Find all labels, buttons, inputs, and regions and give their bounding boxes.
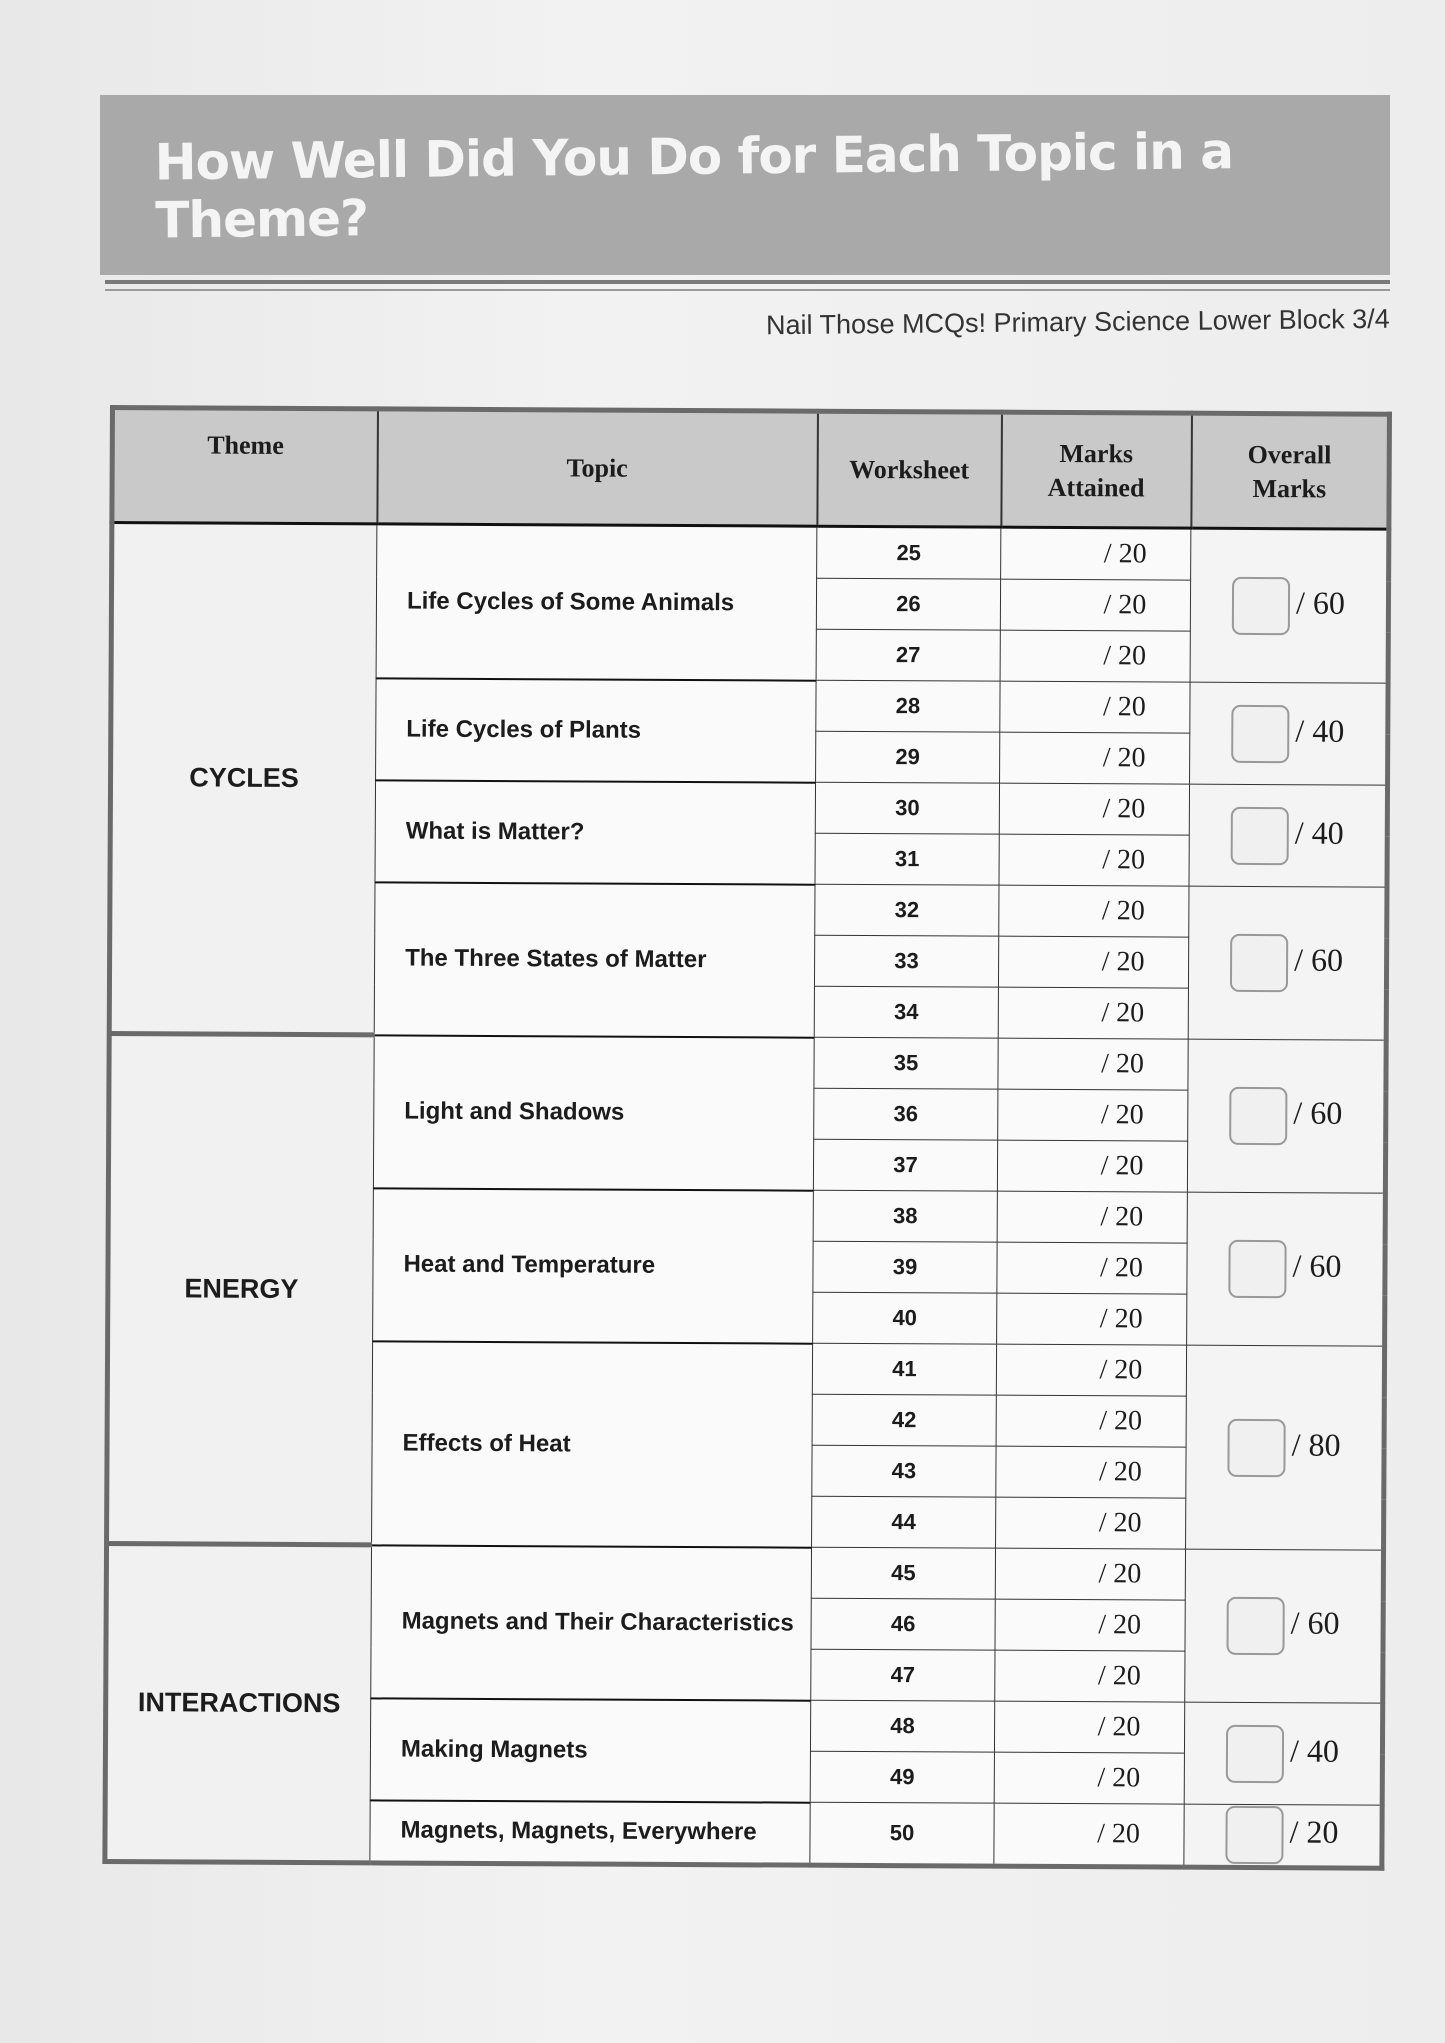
marks-attained-field[interactable]: / 20 — [996, 1446, 1186, 1498]
score-box[interactable] — [1226, 1724, 1284, 1782]
worksheet-number: 38 — [813, 1190, 997, 1242]
worksheet-number: 44 — [812, 1496, 996, 1548]
topic-cell: Effects of Heat — [372, 1341, 813, 1547]
marks-attained-field[interactable]: / 20 — [994, 1701, 1184, 1753]
marks-attained-field[interactable]: / 20 — [999, 783, 1189, 835]
marks-attained-field[interactable]: / 20 — [1000, 732, 1190, 784]
overall-total: / 80 — [1291, 1426, 1341, 1463]
worksheet-number: 46 — [811, 1598, 995, 1650]
marks-attained-field[interactable]: / 20 — [999, 834, 1189, 886]
marks-attained-field[interactable]: / 20 — [995, 1650, 1185, 1702]
marks-attained-field[interactable]: / 20 — [998, 987, 1188, 1039]
overall-total: / 40 — [1294, 814, 1344, 851]
score-box[interactable] — [1228, 1240, 1286, 1298]
marks-attained-field[interactable]: / 20 — [996, 1395, 1186, 1447]
marks-attained-field[interactable]: / 20 — [998, 936, 1188, 988]
header-worksheet: Worksheet — [817, 411, 1002, 527]
topic-cell: Life Cycles of Plants — [376, 678, 817, 782]
worksheet-number: 31 — [815, 833, 999, 885]
overall-total: / 60 — [1293, 1094, 1343, 1131]
header-marks-attained: Marks Attained — [1001, 412, 1192, 528]
score-box[interactable] — [1232, 577, 1290, 635]
marks-attained-field[interactable]: / 20 — [996, 1497, 1186, 1549]
marks-attained-field[interactable]: / 20 — [1000, 681, 1190, 733]
topic-cell: Magnets and Their Characteristics — [371, 1545, 812, 1700]
score-box[interactable] — [1230, 934, 1288, 992]
header-theme: Theme — [112, 408, 378, 524]
worksheet-number: 40 — [813, 1292, 997, 1344]
title-banner — [100, 95, 1390, 275]
overall-marks-cell — [1185, 1549, 1384, 1703]
book-subtitle: Nail Those MCQs! Primary Science Lower Block 3/4 — [766, 303, 1391, 341]
worksheet-number: 41 — [812, 1343, 996, 1395]
worksheet-number: 25 — [817, 526, 1001, 579]
overall-marks-cell — [1187, 1192, 1386, 1346]
marks-attained-field[interactable]: / 20 — [997, 1140, 1187, 1192]
score-box[interactable] — [1227, 1418, 1285, 1476]
topic-cell: Magnets, Magnets, Everywhere — [370, 1800, 810, 1865]
marks-attained-field[interactable]: / 20 — [997, 1293, 1187, 1345]
overall-marks-cell — [1187, 1039, 1386, 1193]
worksheet-number: 43 — [812, 1445, 996, 1497]
topic-cell: Light and Shadows — [373, 1035, 814, 1190]
theme-cell: INTERACTIONS — [105, 1543, 372, 1862]
score-box[interactable] — [1227, 1597, 1285, 1655]
worksheet-number: 36 — [814, 1088, 998, 1140]
marks-attained-field[interactable]: / 20 — [998, 1038, 1188, 1090]
worksheet-number: 33 — [814, 935, 998, 987]
worksheet-number: 26 — [816, 578, 1000, 630]
worksheet-number: 28 — [816, 680, 1000, 732]
score-box[interactable] — [1225, 1806, 1283, 1864]
table-row — [109, 1034, 1386, 1092]
worksheet-number: 45 — [811, 1547, 995, 1599]
divider — [105, 289, 1390, 291]
divider — [105, 280, 1390, 284]
marks-attained-field[interactable]: / 20 — [1001, 527, 1191, 580]
overall-total: / 60 — [1295, 584, 1346, 621]
topic-cell: Heat and Temperature — [373, 1188, 814, 1343]
overall-total: / 60 — [1290, 1604, 1340, 1641]
theme-cell: CYCLES — [109, 523, 377, 1035]
header-row — [112, 408, 1390, 530]
overall-total: / 20 — [1289, 1813, 1339, 1850]
marks-attained-field[interactable]: / 20 — [1000, 579, 1190, 631]
score-box[interactable] — [1231, 806, 1289, 864]
overall-marks-cell — [1190, 528, 1389, 683]
topic-cell: What is Matter? — [375, 780, 816, 884]
marks-attained-field[interactable]: / 20 — [996, 1344, 1186, 1396]
worksheet-number: 48 — [810, 1700, 994, 1752]
worksheet-number: 30 — [815, 782, 999, 834]
worksheet-number: 42 — [812, 1394, 996, 1446]
header-topic: Topic — [377, 409, 818, 526]
overall-total: / 60 — [1292, 1247, 1342, 1284]
header-overall-marks: Overall Marks — [1191, 413, 1390, 529]
overall-marks-cell — [1188, 886, 1387, 1040]
worksheet-number: 39 — [813, 1241, 997, 1293]
table-row — [112, 523, 1389, 582]
marks-attained-field[interactable]: / 20 — [995, 1548, 1185, 1600]
worksheet-number: 34 — [814, 986, 998, 1038]
overall-total: / 40 — [1289, 1732, 1340, 1769]
overall-total: / 60 — [1294, 941, 1344, 978]
worksheet-number: 49 — [810, 1751, 994, 1803]
worksheet-number: 32 — [815, 884, 999, 936]
worksheet-number: 29 — [816, 731, 1000, 783]
page-title: How Well Did You Do for Each Topic in a Theme? — [154, 122, 1234, 250]
overall-marks-cell — [1184, 1804, 1382, 1868]
overall-marks-cell — [1184, 1702, 1383, 1805]
overall-marks-cell — [1189, 784, 1388, 887]
marks-attained-field[interactable]: / 20 — [994, 1752, 1184, 1804]
table-row — [106, 1543, 1383, 1601]
worksheet-number: 27 — [816, 629, 1000, 681]
marks-attained-field[interactable]: / 20 — [994, 1803, 1184, 1867]
marks-attained-field[interactable]: / 20 — [997, 1191, 1187, 1243]
worksheet-number: 35 — [814, 1037, 998, 1089]
marks-attained-field[interactable]: / 20 — [995, 1599, 1185, 1651]
theme-cell: ENERGY — [107, 1034, 375, 1545]
worksheet-number: 50 — [810, 1802, 994, 1866]
marks-attained-field[interactable]: / 20 — [999, 885, 1189, 937]
score-box[interactable] — [1231, 704, 1289, 762]
worksheet-number: 47 — [811, 1649, 995, 1701]
score-box[interactable] — [1229, 1087, 1287, 1145]
score-table — [102, 405, 1392, 1871]
marks-attained-field[interactable]: / 20 — [998, 1089, 1188, 1141]
overall-marks-cell — [1190, 682, 1389, 785]
worksheet-number: 37 — [813, 1139, 997, 1191]
overall-total: / 40 — [1295, 712, 1345, 749]
topic-cell: The Three States of Matter — [374, 882, 815, 1037]
overall-marks-cell — [1186, 1345, 1385, 1550]
marks-attained-field[interactable]: / 20 — [997, 1242, 1187, 1294]
topic-cell: Making Magnets — [370, 1698, 811, 1802]
topic-cell: Life Cycles of Some Animals — [376, 524, 817, 680]
marks-attained-field[interactable]: / 20 — [1000, 630, 1190, 682]
